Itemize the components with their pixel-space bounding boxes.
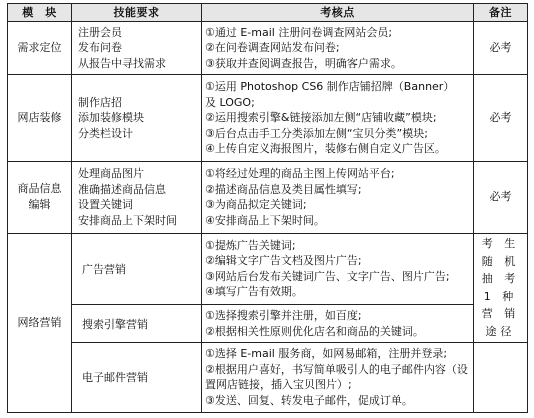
skill-item: 准确描述商品信息 — [78, 182, 166, 196]
point-item: ④填写广告有效期。 — [205, 285, 303, 299]
point-item: ②根据用户喜好，书写简单吸引人的电子邮件内容（设置网店链接，插入宝贝图片）; — [205, 362, 468, 392]
module-cell: 需求定位 — [8, 21, 72, 75]
remark-cell-empty — [474, 342, 528, 412]
skill-item: 发布问卷 — [78, 41, 122, 55]
remark-line: 营 销 — [481, 307, 520, 321]
remark-line: 1 种 — [483, 289, 518, 303]
skills-cell — [72, 75, 202, 162]
table-row — [8, 161, 528, 233]
remark-cell: 必考 — [474, 75, 528, 162]
point-item: 及 LOGO; — [205, 95, 255, 109]
points-cell — [202, 75, 474, 162]
point-item: ②运用搜索引擎&链接添加左侧“店铺收藏”模块; — [205, 111, 437, 125]
point-item: ②在问卷调查网站发布问卷; — [205, 41, 340, 55]
point-item: ③网站后台发布关键词广告、文字广告、图片广告; — [205, 269, 450, 283]
point-item: ③获取并查阅调查报告，明确客户需求。 — [205, 56, 402, 70]
points-cell — [202, 21, 474, 75]
table-header-row — [8, 4, 528, 22]
header-remark: 备注 — [474, 4, 528, 22]
remark-line: 抽 考 — [481, 272, 520, 286]
module-label-line: 编辑 — [28, 198, 51, 212]
header-points: 考核点 — [202, 4, 474, 22]
point-item: ③后台点击手工分类添加左侧“宝贝分类”模块; — [205, 126, 428, 140]
skills-cell: 广告营销 — [72, 233, 202, 304]
table-row — [8, 233, 528, 304]
skill-item: 处理商品图片 — [78, 167, 144, 181]
skill-item: 注册会员 — [78, 25, 122, 39]
header-module: 模 块 — [8, 4, 72, 22]
module-cell: 网店装修 — [8, 75, 72, 162]
point-item: ①提炼广告关键词; — [205, 238, 296, 252]
point-item: ④安排商品上下架时间。 — [205, 213, 325, 227]
exam-requirements-table — [7, 3, 528, 413]
remark-cell: 必考 — [474, 21, 528, 75]
module-label-line: 商品信息 — [17, 182, 62, 196]
point-item: ②编辑文字广告文档及图片广告; — [205, 254, 362, 268]
skills-cell: 搜索引擎营销 — [72, 305, 202, 343]
remark-cell — [474, 233, 528, 342]
module-cell: 网络营销 — [8, 233, 72, 412]
skill-item: 从报告中寻找需求 — [78, 56, 166, 70]
table-row — [8, 305, 528, 343]
point-item: ③发送、回复、转发电子邮件，促成订单。 — [205, 393, 413, 407]
points-cell — [202, 233, 474, 304]
module-cell — [8, 161, 72, 233]
point-item: ①运用 Photoshop CS6 制作店铺招牌（Banner） — [205, 80, 455, 94]
skills-cell — [72, 21, 202, 75]
skills-cell — [72, 161, 202, 233]
table-row — [8, 21, 528, 75]
remark-line: 随 机 — [481, 254, 520, 268]
skill-item: 分类栏设计 — [78, 126, 133, 140]
points-cell — [202, 305, 474, 343]
header-skills: 技能要求 — [72, 4, 202, 22]
point-item: ①将经过处理的商品主图上传网站平台; — [205, 167, 395, 181]
points-cell — [202, 342, 474, 412]
remark-line: 考 生 — [481, 237, 520, 251]
skill-item: 安排商品上下架时间 — [78, 213, 177, 227]
skill-item: 制作店招 — [78, 95, 122, 109]
table-row — [8, 75, 528, 162]
remark-cell: 必考 — [474, 161, 528, 233]
skill-item: 添加装修模块 — [78, 111, 144, 125]
point-item: ③为商品拟定关键词; — [205, 198, 307, 212]
skill-item: 设置关键词 — [78, 198, 133, 212]
point-item: ①通过 E-mail 注册问卷调查网站会员; — [205, 25, 393, 39]
point-item: ④上传自定义海报图片，装修右侧自定义广告区。 — [205, 142, 446, 156]
point-item: ②根据相关性原则优化店名和商品的关键词。 — [205, 324, 424, 338]
point-item: ①选择搜索引擎并注册，如百度; — [205, 309, 362, 322]
remark-line: 途径 — [485, 324, 516, 338]
point-item: ①选择 E-mail 服务商，如网易邮箱，注册并登录; — [205, 347, 448, 361]
skills-cell: 电子邮件营销 — [72, 342, 202, 412]
points-cell — [202, 161, 474, 233]
point-item: ②描述商品信息及类目属性填写; — [205, 182, 362, 196]
table-row — [8, 342, 528, 412]
